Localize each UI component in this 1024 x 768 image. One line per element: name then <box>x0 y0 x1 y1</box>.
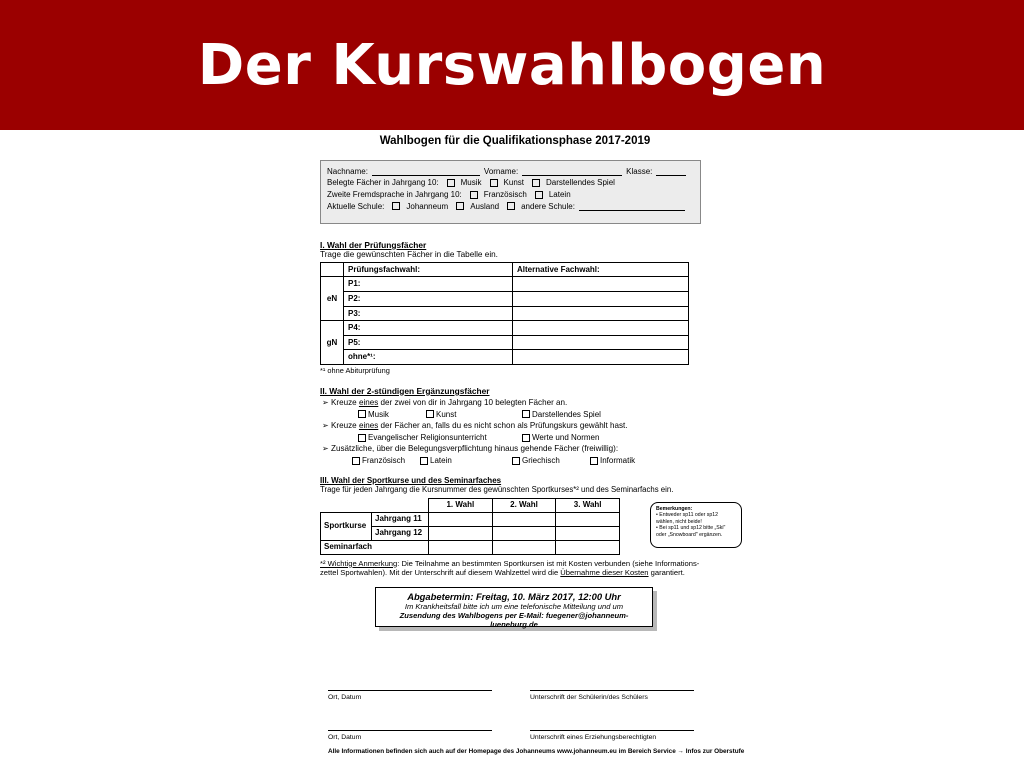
section1-title: I. Wahl der Prüfungsfächer <box>320 239 427 250</box>
schule-line <box>327 202 694 212</box>
table-row[interactable]: P5: <box>344 335 513 350</box>
option-label: Johanneum <box>406 201 449 211</box>
table-row[interactable]: P3: <box>344 306 513 321</box>
alternative-cell[interactable] <box>513 306 689 321</box>
checkbox-latein-10[interactable] <box>535 191 543 199</box>
row-label: Jahrgang 11 <box>372 512 429 526</box>
checkbox-musik[interactable] <box>358 410 366 418</box>
bullet-2-options: Evangelischer Religionsunterricht Werte und Normen <box>354 433 710 443</box>
title-banner <box>0 0 1024 130</box>
checkbox-ausland[interactable] <box>456 202 464 210</box>
sport-cell[interactable] <box>429 512 493 526</box>
form-title: Wahlbogen für die Qualifikationsphase 2017-2019 <box>379 135 651 147</box>
option-label: andere Schule: <box>521 201 575 211</box>
belegte-label: Belegte Fächer in Jahrgang 10: <box>327 178 439 188</box>
sport-table <box>320 498 620 555</box>
option-label: Ausland <box>470 201 500 211</box>
sport-cell[interactable] <box>429 526 493 540</box>
bubble-item: • Bei sp11 und sp12 bitte „Ski" oder „Snowboard" ergänzen. <box>656 525 726 538</box>
table-row[interactable]: P1: <box>344 277 513 292</box>
vorname-field[interactable] <box>522 167 622 176</box>
nachname-field[interactable] <box>372 167 480 176</box>
checkbox-werte-normen[interactable] <box>522 434 530 442</box>
section3-subtitle: Trage für jeden Jahrgang die Kursnummer des gewünschten Sportkurses*² und des Seminarfachs ein. <box>320 485 674 495</box>
bullet-3-options: Französisch Latein Griechisch Informatik <box>348 456 710 466</box>
checkbox-johanneum[interactable] <box>392 202 400 210</box>
important-note: *² Wichtige Anmerkung: Die Teilnahme an bestimmten Sportkursen ist mit Kosten verbunden (siehe Informations- zettel Sportwahlen). Mit der Unterschrift auf diesem Wahlzettel wird die Übernahme dieser Kosten garantiert. <box>320 558 700 577</box>
option-label: Musik <box>460 178 482 188</box>
section3-title: III. Wahl der Sportkurse und des Seminarfaches <box>320 475 502 485</box>
signature-parent[interactable]: Unterschrift eines Erziehungsberechtigten <box>530 730 694 742</box>
checkbox-musik-10[interactable] <box>447 179 455 187</box>
bubble-item: • Entweder sp11 oder sp12 wählen, nicht beide! <box>656 512 718 525</box>
klasse-label: Klasse: <box>626 166 653 176</box>
klasse-field[interactable] <box>656 167 686 176</box>
checkbox-andere-schule[interactable] <box>507 202 515 210</box>
alternative-cell[interactable] <box>513 277 689 292</box>
checkbox-informatik[interactable] <box>590 457 598 465</box>
checkbox-franzoesisch[interactable] <box>352 457 360 465</box>
alternative-cell[interactable] <box>513 350 689 365</box>
checkbox-darstellendes-spiel[interactable] <box>522 410 530 418</box>
alternative-cell[interactable] <box>513 321 689 336</box>
signature-ort-1[interactable]: Ort, Datum <box>328 690 492 702</box>
course-selection-form <box>320 130 745 768</box>
remarks-bubble <box>650 502 742 548</box>
deadline-line: Im Krankheitsfall bitte ich um eine telefonische Mitteilung und um <box>404 602 624 612</box>
column-header: 1. Wahl <box>429 498 493 512</box>
signature-ort-2[interactable]: Ort, Datum <box>328 730 492 742</box>
sportkurse-label: Sportkurse <box>321 512 372 540</box>
personal-data-box <box>320 160 701 224</box>
sport-cell[interactable] <box>556 526 620 540</box>
deadline-main: Abgabetermin: Freitag, 10. März 2017, 12:00 Uhr <box>407 590 621 602</box>
checkbox-latein[interactable] <box>420 457 428 465</box>
section1-subtitle: Trage die gewünschten Fächer in die Tabelle ein. <box>320 249 498 259</box>
pruefungsfach-table <box>320 262 689 365</box>
column-header: 2. Wahl <box>492 498 556 512</box>
group-label-gn: gN <box>321 321 344 365</box>
homepage-note: Alle Informationen befinden sich auch auf der Homepage des Johanneums www.johanneum.eu im Bereich Service → Infos zur Oberstufe <box>328 748 745 755</box>
sport-cell[interactable] <box>556 512 620 526</box>
group-label-en: eN <box>321 277 344 321</box>
alternative-cell[interactable] <box>513 291 689 306</box>
nachname-label: Nachname: <box>327 166 368 176</box>
seminar-cell[interactable] <box>492 540 556 554</box>
table-row[interactable]: ohne*¹: <box>344 350 513 365</box>
table-row[interactable]: P4: <box>344 321 513 336</box>
fremdsprache-line <box>327 190 694 200</box>
row-label: Jahrgang 12 <box>372 526 429 540</box>
checkbox-griechisch[interactable] <box>512 457 520 465</box>
belegte-line <box>327 178 694 188</box>
footnote-ohne: *¹ ohne Abiturprüfung <box>320 365 390 375</box>
name-line <box>327 167 694 177</box>
table-row[interactable]: P2: <box>344 291 513 306</box>
andere-schule-field[interactable] <box>579 202 685 211</box>
option-label: Darstellendes Spiel <box>546 178 615 188</box>
sport-area <box>320 498 726 555</box>
option-label: Kunst <box>503 178 524 188</box>
vorname-label: Vorname: <box>483 166 519 176</box>
bullet-1-options: Musik Kunst Darstellendes Spiel <box>354 410 710 420</box>
seminar-cell[interactable] <box>556 540 620 554</box>
deadline-email: Zusendung des Wahlbogens per E-Mail: fuegener@johanneum-lueneburg.de <box>399 611 629 630</box>
row-label: Seminarfach <box>321 540 429 554</box>
checkbox-kunst-10[interactable] <box>490 179 498 187</box>
alternative-cell[interactable] <box>513 335 689 350</box>
checkbox-religion[interactable] <box>358 434 366 442</box>
bullet-1: ➢ Kreuze eines der zwei von dir in Jahrgang 10 belegten Fächer an. <box>322 397 568 407</box>
sport-cell[interactable] <box>492 526 556 540</box>
column-header: Alternative Fachwahl: <box>513 262 689 277</box>
bullet-3: ➢ Zusätzliche, über die Belegungsverpflichtung hinaus gehende Fächer (freiwillig): <box>322 444 619 454</box>
checkbox-kunst[interactable] <box>426 410 434 418</box>
option-label: Französisch <box>483 189 527 199</box>
sport-cell[interactable] <box>492 512 556 526</box>
bullet-2: ➢ Kreuze eines der Fächer an, falls du es nicht schon als Prüfungskurs gewählt hast. <box>322 421 628 431</box>
column-header: Prüfungsfachwahl: <box>344 262 513 277</box>
deadline-box <box>375 587 653 630</box>
option-label: Latein <box>548 189 571 199</box>
checkbox-franzoesisch-10[interactable] <box>470 191 478 199</box>
section2-title: II. Wahl der 2-stündigen Ergänzungsfächer <box>320 385 490 396</box>
fremdsprache-label: Zweite Fremdsprache in Jahrgang 10: <box>327 189 462 199</box>
schule-label: Aktuelle Schule: <box>327 201 385 211</box>
signature-student[interactable]: Unterschrift der Schülerin/des Schülers <box>530 690 694 702</box>
column-header: 3. Wahl <box>556 498 620 512</box>
slide-title: Der Kurswahlbogen <box>197 32 827 98</box>
seminar-cell[interactable] <box>429 540 493 554</box>
bubble-title: Bemerkungen: <box>656 505 693 512</box>
checkbox-ds-10[interactable] <box>532 179 540 187</box>
